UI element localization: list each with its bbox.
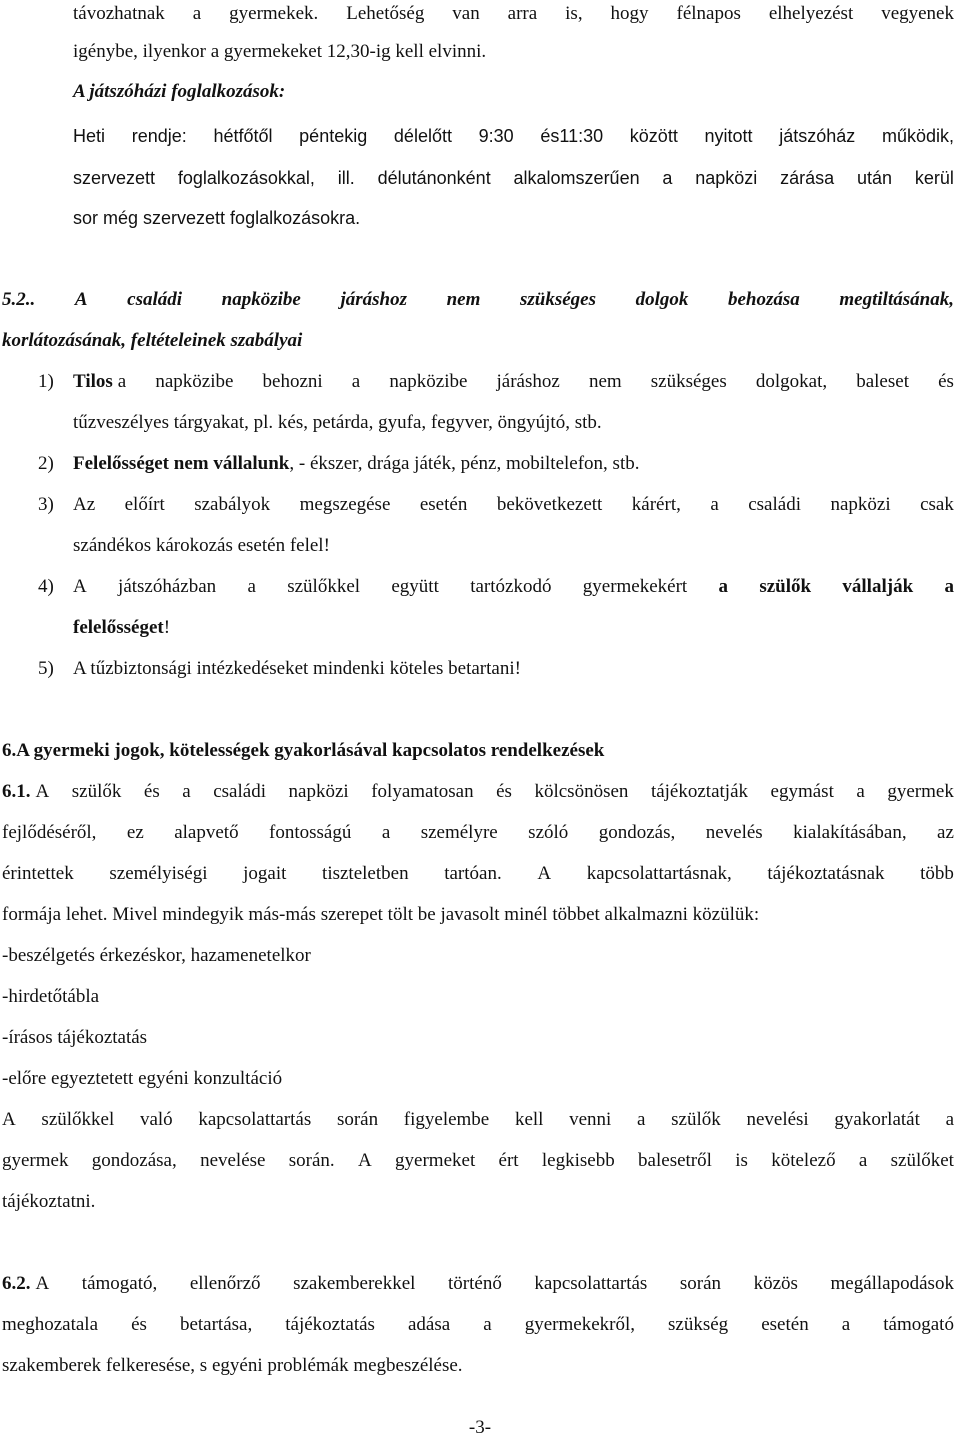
word: a (858, 1150, 868, 1171)
p61-line-1-text (31, 780, 958, 804)
p61-line-2 (2, 821, 957, 845)
word: a (718, 576, 729, 597)
list-item: -írásos tájékoztatás (2, 1027, 148, 1048)
word: előírt (124, 494, 165, 515)
list-item-1-text (113, 370, 957, 394)
word: esetén (419, 494, 468, 515)
word: nevelés (705, 822, 763, 843)
intro-line-5: sor még szervezett foglalkozásokra. (73, 208, 361, 228)
word: érintettek (2, 863, 74, 884)
word: a (637, 1109, 646, 1130)
word: hétfőtől (213, 126, 273, 146)
word: játszóházban (118, 576, 217, 597)
word: dolgokat, (755, 371, 828, 392)
section-5-2-heading-line-1 (2, 288, 957, 312)
word: hogy (610, 3, 649, 24)
word: gyermek (2, 1150, 69, 1171)
list-item-4-tail: ! (163, 617, 171, 638)
word: szülők (671, 1109, 721, 1130)
word: és (938, 371, 954, 392)
word: szülők (71, 781, 122, 802)
word: nevelési (746, 1109, 809, 1130)
word: gyermek (887, 781, 954, 802)
word: napközi (288, 781, 349, 802)
p61-line-4: formája lehet. Mivel mindegyik más-más szerepet tölt be javasolt minél többet alkalmazni közülük: (2, 904, 760, 925)
word: a (945, 1109, 954, 1130)
word: szükség (668, 1314, 729, 1335)
paragraph-line-3: tájékoztatni. (2, 1191, 96, 1212)
word: gyakorlatát (834, 1109, 920, 1130)
word: arra (507, 3, 538, 24)
word: során. (288, 1150, 335, 1171)
list-item-3-line-2: szándékos károkozás esetén felel! (73, 535, 330, 556)
page-number: -3- (468, 1417, 492, 1438)
word: ellenőrző (189, 1273, 261, 1294)
intro-line-3 (73, 124, 957, 148)
word: családi (127, 289, 183, 310)
paragraph-line-1 (2, 1108, 957, 1132)
word: szülőkkel (41, 1109, 115, 1130)
word: járáshoz (340, 289, 407, 310)
list-item-1-line-2: tűzveszélyes tárgyakat, pl. kés, petárda, gyufa, fegyver, öngyújtó, stb. (73, 412, 602, 433)
word: zárása (780, 168, 835, 188)
word: családi (213, 781, 266, 802)
word: családi (748, 494, 801, 515)
word: is (735, 1150, 748, 1171)
word: félnapos (676, 3, 741, 24)
word: tartóan. (444, 863, 502, 884)
word: A (35, 1273, 50, 1294)
word: péntekig (299, 126, 368, 146)
word: az (937, 822, 954, 843)
word: nyitott (704, 126, 753, 146)
word: a (662, 168, 673, 188)
intro-line-1 (73, 2, 957, 26)
word: jogait (243, 863, 287, 884)
list-item-4-line-1 (73, 575, 957, 599)
word: adása (407, 1314, 451, 1335)
word: napközibe (155, 371, 234, 392)
word: a (381, 822, 391, 843)
playhouse-heading: A játszóházi foglalkozások: (73, 81, 286, 102)
word: rendje: (131, 126, 187, 146)
word: személyiségi (109, 863, 208, 884)
word: napközibe (389, 371, 468, 392)
word: alkalomszerűen (513, 168, 640, 188)
word: a (117, 371, 127, 392)
word: kötelező (771, 1150, 836, 1171)
list-item-1-number: 1) (38, 371, 54, 392)
word: tájékoztatják (650, 781, 748, 802)
word: között (629, 126, 678, 146)
word: bekövetkezett (496, 494, 603, 515)
word: közös (753, 1273, 798, 1294)
list-item-4-line-2 (73, 616, 960, 640)
word: legkisebb (541, 1150, 615, 1171)
list-item-2-number: 2) (38, 453, 54, 474)
word: 5.2.. (2, 289, 36, 310)
word: alapvető (174, 822, 239, 843)
word: távozhatnak (73, 3, 165, 24)
word: folyamatosan (371, 781, 474, 802)
list-item-2-bold: Felelősséget nem vállalunk (73, 453, 290, 474)
word: megállapodások (830, 1273, 954, 1294)
word: működik, (881, 126, 954, 146)
word: és (143, 781, 160, 802)
word: ill. (337, 168, 355, 188)
word: dolgok (635, 289, 689, 310)
word: nem (446, 289, 481, 310)
word: együtt (391, 576, 439, 597)
p61-line-1 (2, 780, 957, 804)
list-item: -előre egyeztetett egyéni konzultáció (2, 1068, 283, 1089)
word: nem (588, 371, 622, 392)
word: kerül (914, 168, 954, 188)
list-item-1-line-1 (73, 370, 957, 394)
list-item: -hirdetőtábla (2, 986, 100, 1007)
word: szülőkkel (287, 576, 361, 597)
word: A (73, 576, 87, 597)
list-item-2-text: , - ékszer, drága játék, pénz, mobiltelefon, stb. (289, 453, 640, 474)
word: figyelembe (403, 1109, 490, 1130)
word: a (710, 494, 719, 515)
word: is, (565, 3, 583, 24)
word: napközibe (221, 289, 301, 310)
word: fontosságú (269, 822, 352, 843)
paragraph-line-2 (2, 1149, 957, 1173)
word: baleset (856, 371, 909, 392)
word: szülők (759, 576, 812, 597)
p62-number: 6.2. (2, 1273, 31, 1294)
word: Az (73, 494, 96, 515)
word: vállalják (842, 576, 914, 597)
word: ért (498, 1150, 519, 1171)
word: ez (126, 822, 144, 843)
word: során (336, 1109, 379, 1130)
word: történő (448, 1273, 502, 1294)
word: délelőtt (393, 126, 452, 146)
list-item-4-bold-end: felelősséget (73, 617, 164, 638)
word: vegyenek (881, 3, 954, 24)
word: gyermekekről, (524, 1314, 635, 1335)
word: kárért, (631, 494, 681, 515)
word: A (537, 863, 552, 884)
word: meghozatala (2, 1314, 99, 1335)
word: A (2, 1109, 16, 1130)
word: személyre (420, 822, 498, 843)
list-item: -beszélgetés érkezéskor, hazamenetelkor (2, 945, 311, 966)
word: támogató, (81, 1273, 158, 1294)
p61-line-3 (2, 862, 957, 886)
word: szükséges (519, 289, 596, 310)
word: szükséges (650, 371, 727, 392)
word: kölcsönösen (534, 781, 629, 802)
word: megszegése (299, 494, 391, 515)
word: való (139, 1109, 173, 1130)
word: támogató (883, 1314, 954, 1335)
word: gyermeket (395, 1150, 476, 1171)
word: betartása, (179, 1314, 253, 1335)
word: esetén (761, 1314, 809, 1335)
word: kialakításában, (793, 822, 907, 843)
word: van (452, 3, 480, 24)
word: A (35, 781, 50, 802)
word: balesetről (638, 1150, 712, 1171)
word: elhelyezést (768, 3, 854, 24)
word: Lehetőség (346, 3, 425, 24)
word: megtiltásának, (839, 289, 954, 310)
word: nevelése (200, 1150, 266, 1171)
word: behozása (728, 289, 800, 310)
p62-line-3: szakemberek felkeresése, s egyéni problémák megbeszélése. (2, 1355, 463, 1376)
word: gondozása, (91, 1150, 177, 1171)
word: és (496, 781, 512, 802)
word: járáshoz (496, 371, 560, 392)
word: kapcsolattartásnak, (586, 863, 732, 884)
word: behozni (262, 371, 323, 392)
word: kell (514, 1109, 544, 1130)
word: csak (920, 494, 954, 515)
word: foglalkozásokkal, (177, 168, 315, 188)
word: tartózkodó (470, 576, 552, 597)
word: a (247, 576, 256, 597)
word: a (182, 781, 191, 802)
list-item-5-number: 5) (38, 658, 54, 679)
word: szülőket (890, 1150, 954, 1171)
p62-line-1 (2, 1272, 957, 1296)
word: 9:30 (478, 126, 514, 146)
word: a (483, 1314, 492, 1335)
section-5-2-heading-line-2: korlátozásának, feltételeinek szabályai (2, 330, 303, 351)
word: tájékoztatásnak (767, 863, 885, 884)
word: fejlődéséről, (2, 822, 97, 843)
word: kapcsolattartás (198, 1109, 312, 1130)
word: venni (569, 1109, 612, 1130)
list-item-5-line-1: A tűzbiztonsági intézkedéseket mindenki köteles betartani! (73, 658, 521, 679)
section-6-heading: 6.A gyermeki jogok, kötelességek gyakorlásával kapcsolatos rendelkezések (2, 740, 605, 761)
list-item-4-number: 4) (38, 576, 54, 597)
word: kapcsolattartás (534, 1273, 648, 1294)
intro-line-4 (73, 166, 957, 190)
word: tájékoztatás (285, 1314, 375, 1335)
word: a (856, 781, 865, 802)
word: A (358, 1150, 372, 1171)
p62-line-2 (2, 1313, 957, 1337)
word: a (192, 3, 202, 24)
word: során (679, 1273, 722, 1294)
word: Heti (73, 126, 106, 146)
word: napközi (695, 168, 758, 188)
word: és (131, 1314, 147, 1335)
intro-line-2: igénybe, ilyenkor a gyermekeket 12,30-ig kell elvinni. (73, 41, 487, 62)
word: szakemberekkel (293, 1273, 416, 1294)
list-item-2-line-1 (73, 452, 960, 476)
word: és11:30 (540, 126, 604, 146)
word: után (857, 168, 893, 188)
word: a (944, 576, 954, 597)
word: tiszteletben (322, 863, 409, 884)
word: gondozás, (598, 822, 676, 843)
word: játszóház (779, 126, 856, 146)
word: szervezett (73, 168, 156, 188)
list-item-3-line-1 (73, 493, 957, 517)
list-item-1-bold: Tilos (73, 371, 113, 392)
p61-number: 6.1. (2, 781, 31, 802)
word: több (920, 863, 954, 884)
word: a (351, 371, 361, 392)
word: napközi (830, 494, 891, 515)
word: A (74, 289, 88, 310)
word: egymást (770, 781, 834, 802)
p62-line-1-text (31, 1272, 958, 1296)
word: szabályok (194, 494, 271, 515)
list-item-3-number: 3) (38, 494, 54, 515)
word: délutánonként (377, 168, 491, 188)
word: gyermekek. (229, 3, 319, 24)
word: gyermekekért (582, 576, 688, 597)
word: szóló (528, 822, 569, 843)
word: a (841, 1314, 851, 1335)
